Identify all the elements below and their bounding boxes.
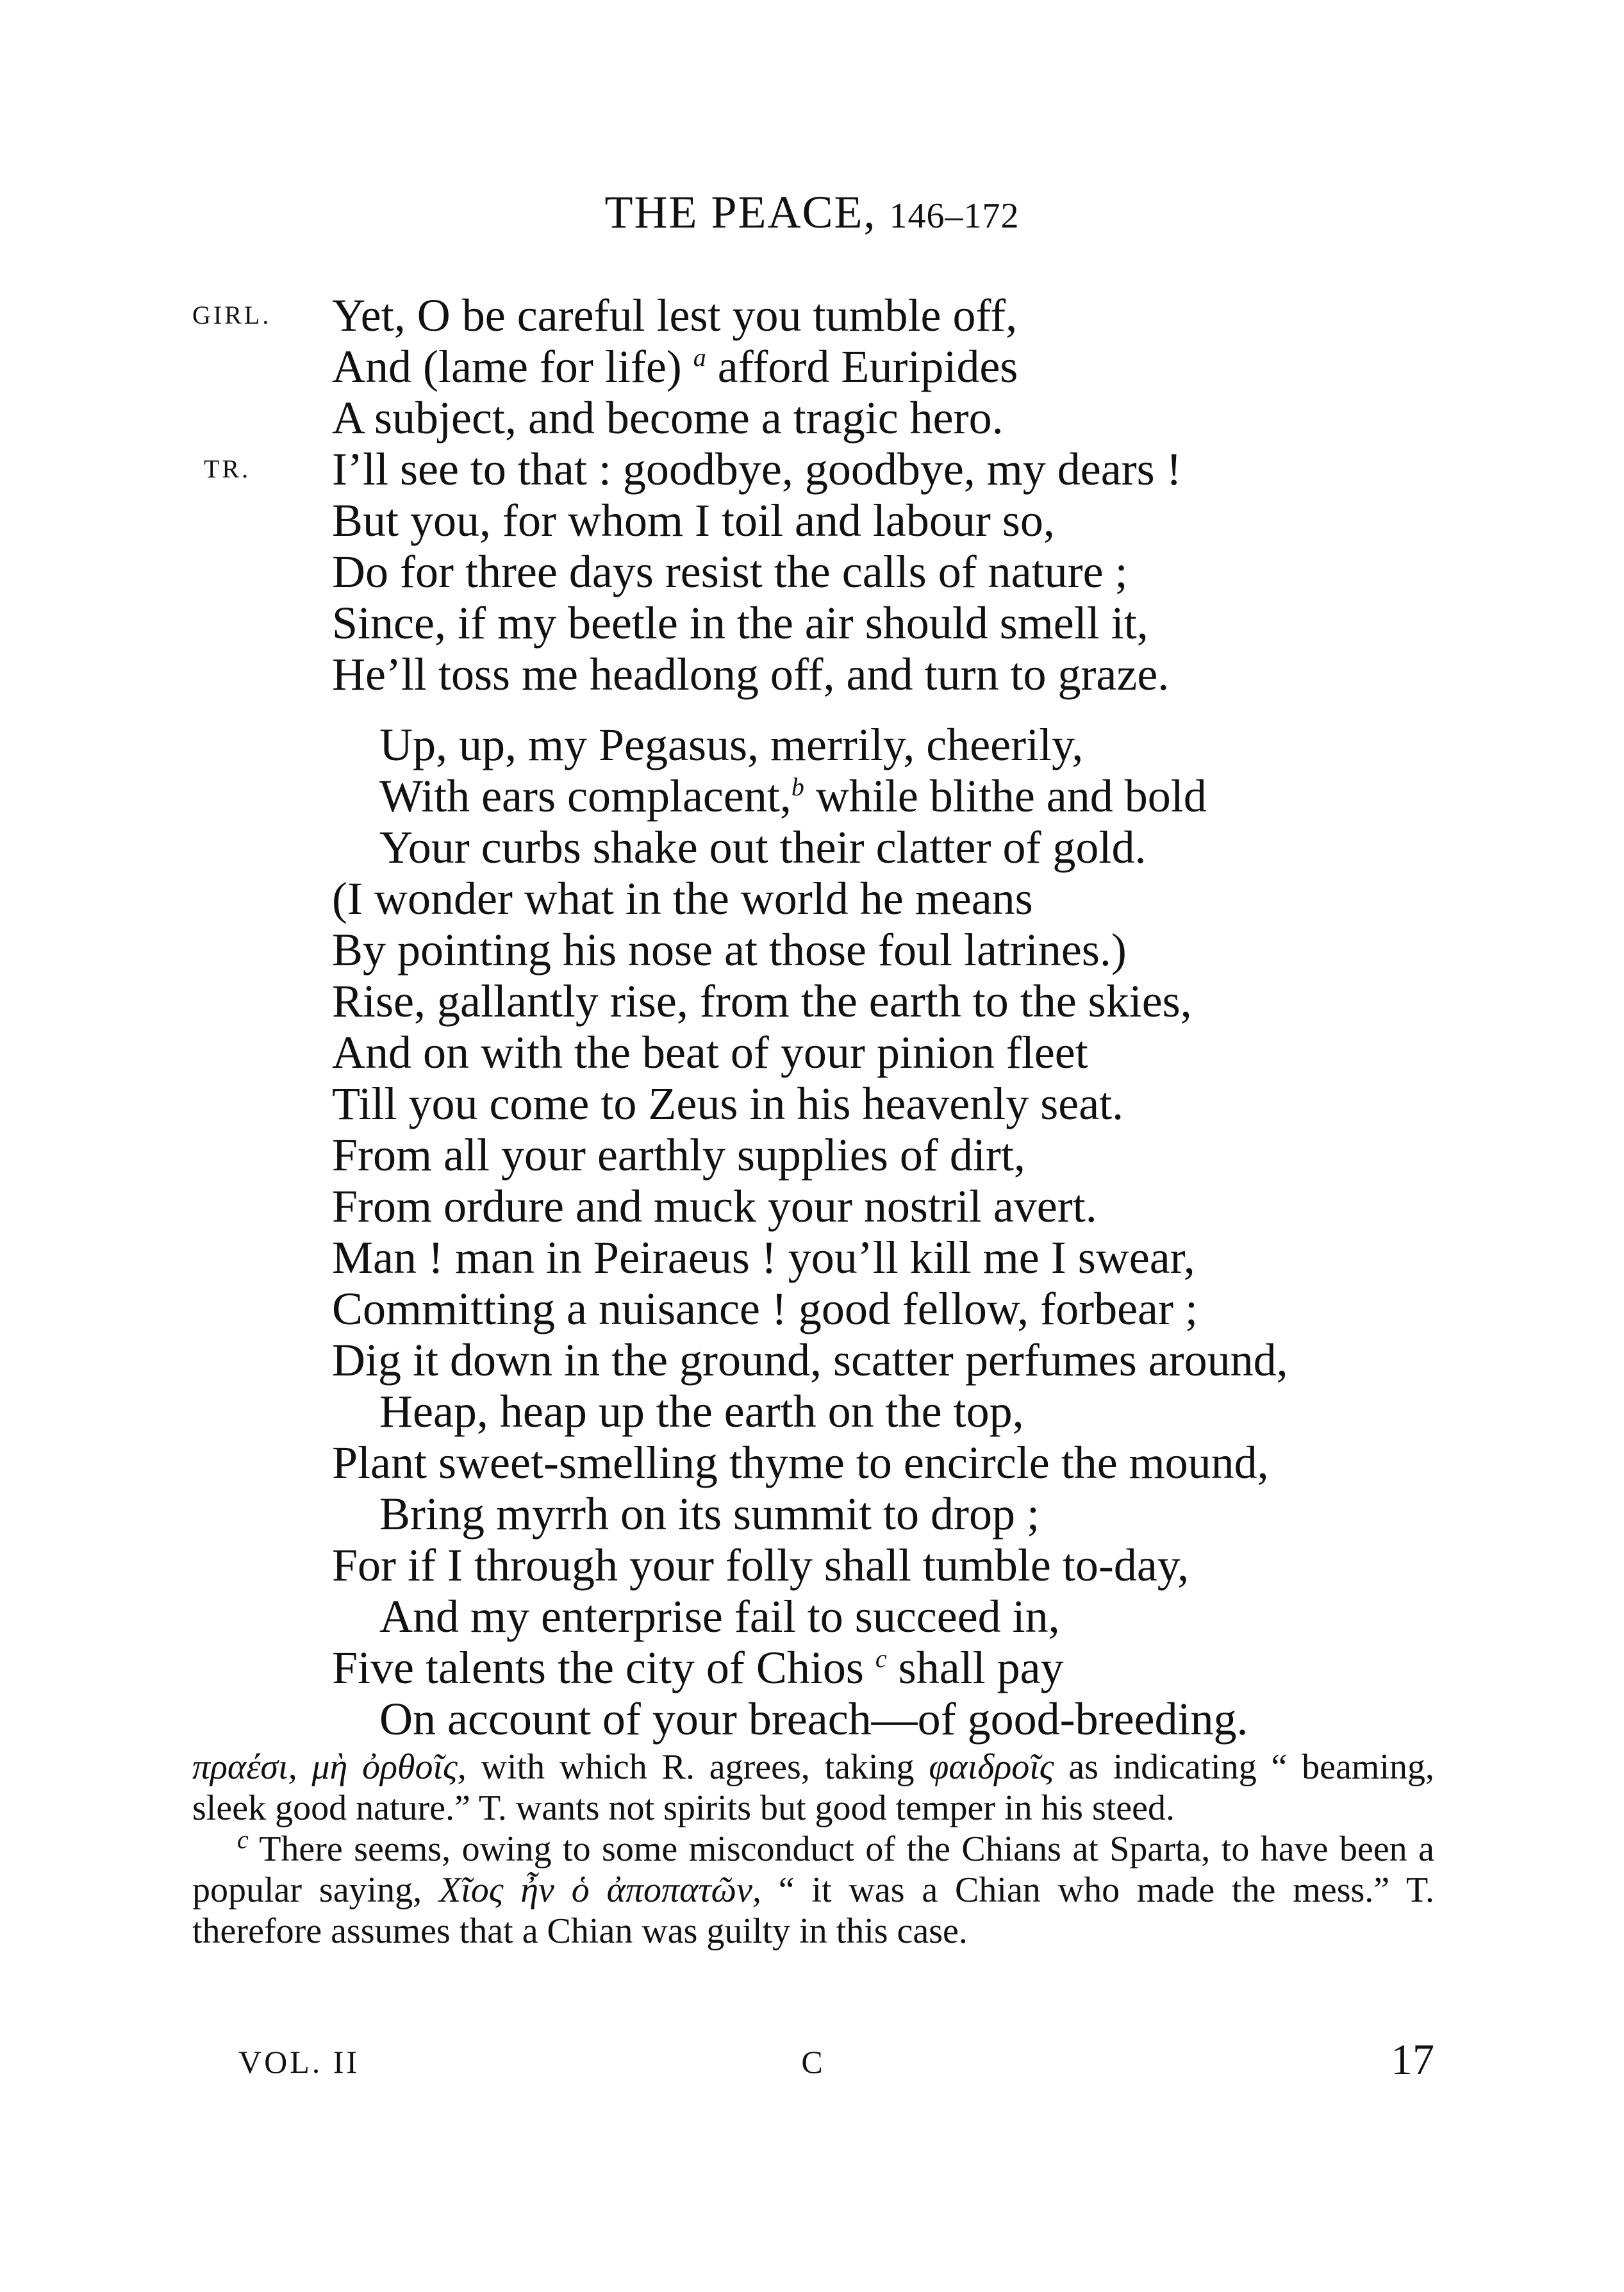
greek-text: Χῖος ἦν ὁ ἀποπατῶν, xyxy=(438,1870,761,1910)
verse-line xyxy=(332,341,1018,392)
verse-line: Till you come to Zeus in his heavenly seat. xyxy=(332,1078,1124,1129)
greek-text: πραέσι, μὴ ὀρθοῖς, xyxy=(192,1747,467,1787)
verse-line-text: Five talents the city of Chios xyxy=(332,1642,875,1693)
verse-line xyxy=(379,770,1207,822)
footnote-marker-a: a xyxy=(693,343,706,372)
verse-line: Rise, gallantly rise, from the earth to the skies, xyxy=(332,976,1192,1027)
footnote-text: with which R. agrees, taking xyxy=(466,1747,929,1787)
verse-line: And my enterprise fail to succeed in, xyxy=(379,1591,1060,1642)
verse-line-text: while blithe and bold xyxy=(804,770,1207,822)
verse-line: A subject, and become a tragic hero. xyxy=(332,392,1004,444)
footnote-text: as indicating “ beaming, sleek good nature.” T. wants not spirits but good temper in his steed. xyxy=(192,1747,1434,1828)
verse-line: And on with the beat of your pinion fleet xyxy=(332,1027,1088,1078)
footnote-marker-c: c xyxy=(875,1644,887,1673)
signature-mark: C xyxy=(801,2044,825,2080)
verse-line-text: shall pay xyxy=(886,1642,1064,1693)
footnote-mark-c: c xyxy=(237,1825,249,1854)
footnote-c xyxy=(192,1825,1435,1952)
verse-line: By pointing his nose at those foul latrines.) xyxy=(332,924,1127,976)
header-title: THE PEACE, xyxy=(604,187,890,238)
verse-line: Your curbs shake out their clatter of gold. xyxy=(379,822,1147,873)
greek-text: φαιδροῖς xyxy=(929,1747,1054,1787)
verse-line: Yet, O be careful lest you tumble off, xyxy=(332,290,1018,341)
footnote-text: “ it was a Chian who made the mess.” T. therefore assumes that a Chian was guilty in this case. xyxy=(192,1870,1435,1951)
verse-line: From ordure and muck your nostril avert. xyxy=(332,1181,1097,1232)
verse-line: Dig it down in the ground, scatter perfumes around, xyxy=(332,1334,1288,1386)
verse-line: But you, for whom I toil and labour so, xyxy=(332,495,1055,546)
verse-line: I’ll see to that : goodbye, goodbye, my dears ! xyxy=(332,444,1182,495)
verse-line: Up, up, my Pegasus, merrily, cheerily, xyxy=(379,719,1084,770)
verse-line-text: afford Euripides xyxy=(706,341,1018,392)
footnote-marker-b: b xyxy=(791,772,804,801)
verse-line xyxy=(332,1642,1064,1693)
verse-line: Plant sweet-smelling thyme to encircle the mound, xyxy=(332,1437,1269,1488)
running-header xyxy=(0,186,1624,239)
speaker-label-trygaeus: TR. xyxy=(204,454,251,483)
verse-line-text: And (lame for life) xyxy=(332,341,693,392)
speaker-label-girl: GIRL. xyxy=(192,301,272,329)
verse-line: Since, if my beetle in the air should smell it, xyxy=(332,597,1148,649)
page-number: 17 xyxy=(1391,2035,1434,2084)
verse-line: He’ll toss me headlong off, and turn to graze. xyxy=(332,649,1170,700)
verse-line: (I wonder what in the world he means xyxy=(332,873,1033,924)
verse-line-text: With ears complacent, xyxy=(379,770,791,822)
volume-label: VOL. II xyxy=(238,2044,360,2080)
verse-line: Do for three days resist the calls of nature ; xyxy=(332,546,1128,597)
verse-line: Bring myrrh on its summit to drop ; xyxy=(379,1488,1040,1540)
footnote-b xyxy=(192,1747,1434,1829)
verse-line: Man ! man in Peiraeus ! you’ll kill me I swear, xyxy=(332,1232,1195,1283)
verse-line: For if I through your folly shall tumble to-day, xyxy=(332,1540,1189,1591)
footnotes xyxy=(192,1747,1434,1952)
verse-line: From all your earthly supplies of dirt, xyxy=(332,1129,1025,1181)
verse-line: On account of your breach—of good-breeding. xyxy=(379,1693,1248,1745)
verse-line: Heap, heap up the earth on the top, xyxy=(379,1386,1024,1437)
header-line-range: 146–172 xyxy=(889,196,1020,236)
verse-line: Committing a nuisance ! good fellow, forbear ; xyxy=(332,1283,1198,1334)
footnote-text: There seems, owing to some misconduct of the Chians at Sparta, to have been a popular saying, xyxy=(192,1829,1434,1910)
